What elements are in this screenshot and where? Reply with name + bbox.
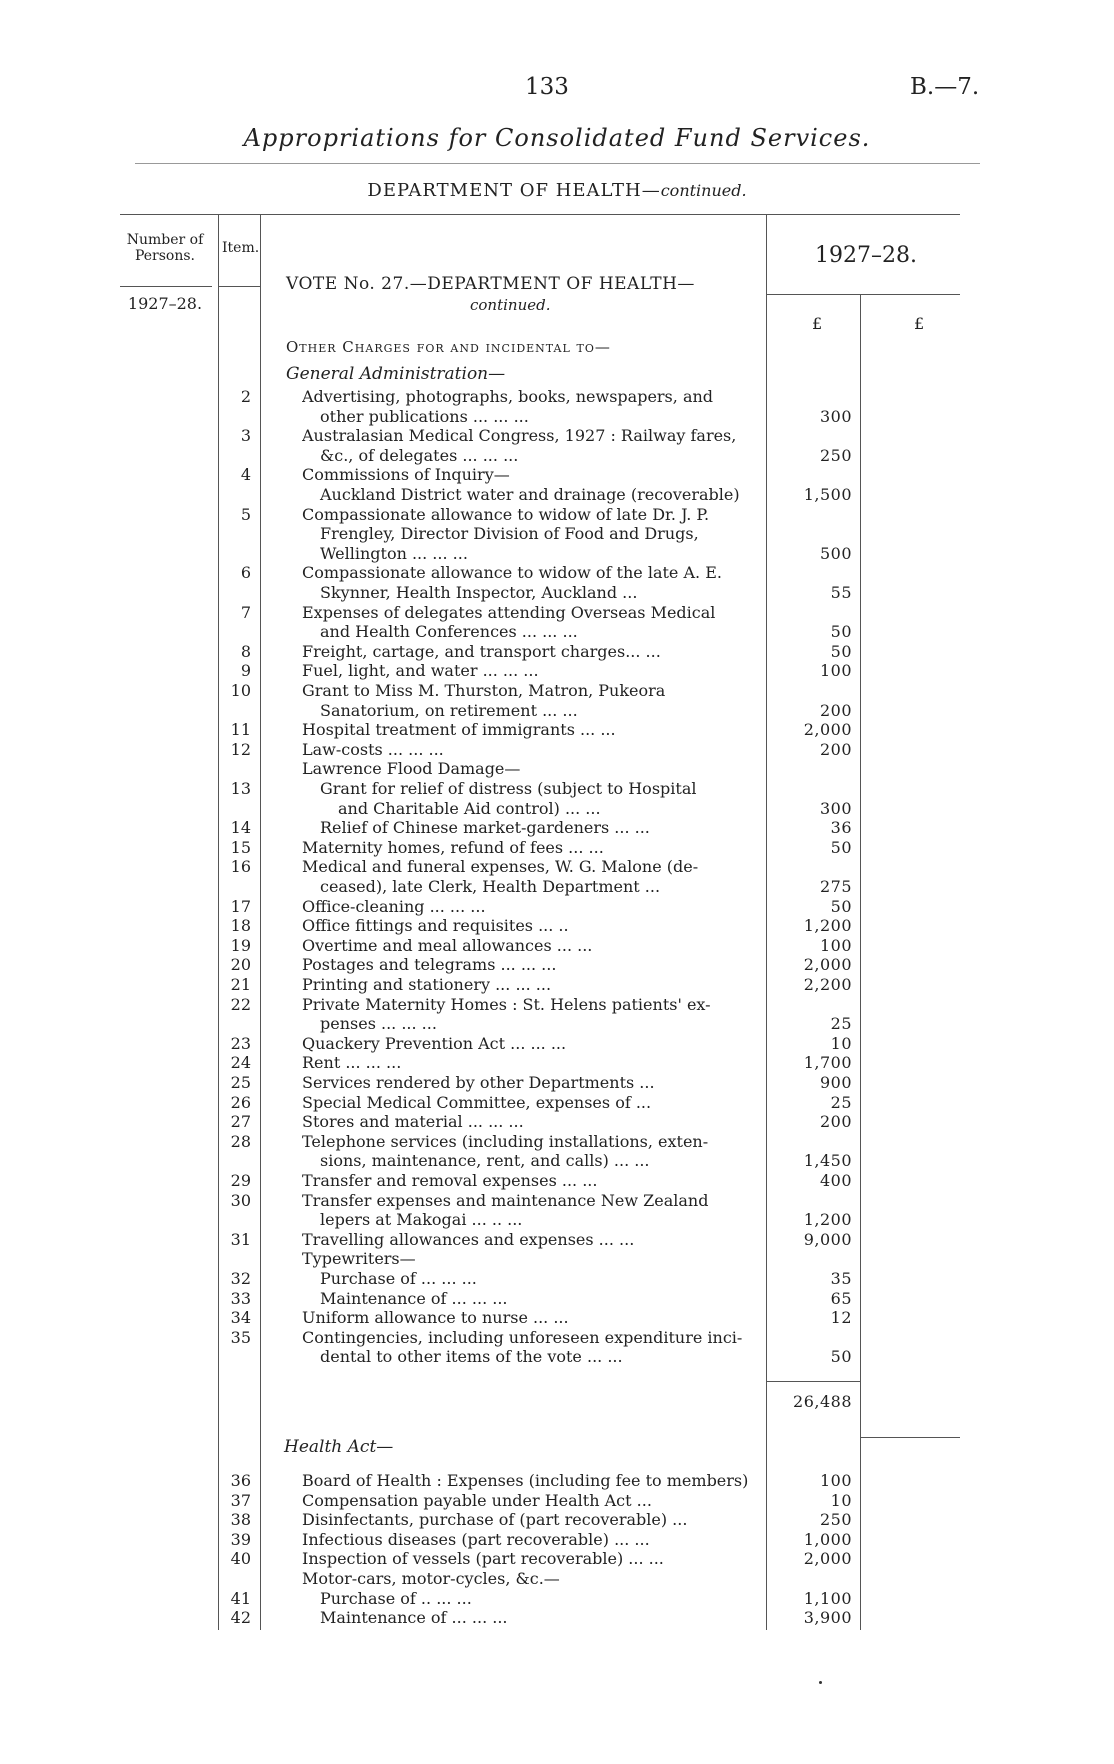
item-amount: 65 <box>830 1288 852 1308</box>
description-line: Services rendered by other Departments ... <box>302 1073 655 1092</box>
description-line: dental to other items of the vote ... ... <box>320 1347 623 1367</box>
item-amount: 35 <box>830 1269 852 1288</box>
item-description <box>302 1510 760 1530</box>
item-amount: 100 <box>819 661 852 681</box>
item-description <box>302 759 760 779</box>
description-line: Compassionate allowance to widow of late Dr. J. P. <box>302 504 710 524</box>
item-number: 3 <box>240 426 251 446</box>
currency-symbol: £ <box>914 314 925 333</box>
item-number: 7 <box>240 602 251 622</box>
item-number: 11 <box>230 720 251 740</box>
item-number: 15 <box>230 837 251 857</box>
item-description <box>320 1289 760 1309</box>
item-description <box>302 955 760 975</box>
other-charges-heading: Other Charges for and incidental to— <box>286 338 611 356</box>
item-amount: 25 <box>830 1014 852 1034</box>
description-line: Fuel, light, and water ... ... ... <box>302 661 539 681</box>
item-description <box>302 1093 760 1113</box>
description-line: ceased), late Clerk, Health Department ... <box>320 876 661 896</box>
description-line: Lawrence Flood Damage— <box>302 759 521 779</box>
item-description <box>302 426 760 465</box>
item-description <box>302 838 760 858</box>
description-line: and Charitable Aid control) ... ... <box>338 798 601 818</box>
description-line: Compassionate allowance to widow of the late A. E. <box>302 563 722 583</box>
description-line: Stores and material ... ... ... <box>302 1112 524 1132</box>
description-line: Grant for relief of distress (subject to Hospital <box>320 779 697 798</box>
item-description <box>302 1073 760 1093</box>
description-line: Maintenance of ... ... ... <box>320 1288 508 1308</box>
description-line: Commissions of Inquiry— <box>302 465 510 485</box>
item-number: 6 <box>240 563 251 583</box>
item-amount: 12 <box>830 1308 852 1328</box>
vote-title: VOTE No. 27.—DEPARTMENT OF HEALTH— <box>286 274 695 294</box>
description-line: Maternity homes, refund of fees ... ... <box>302 837 604 857</box>
item-amount: 1,200 <box>803 1210 852 1230</box>
description-line: Board of Health : Expenses (including fee to members) <box>302 1471 749 1490</box>
description-line: Telephone services (including installations, exten- <box>302 1131 709 1151</box>
description-line: Law-costs ... ... ... <box>302 739 444 759</box>
item-description <box>302 897 760 917</box>
page-code: B.—7. <box>910 74 980 100</box>
description-line: Hospital treatment of immigrants ... ... <box>302 720 616 740</box>
description-line: Private Maternity Homes : St. Helens patients' ex- <box>302 994 711 1014</box>
description-line: and Health Conferences ... ... ... <box>320 622 578 642</box>
item-description <box>302 857 760 896</box>
item-number: 9 <box>240 661 251 681</box>
description-line: Skynner, Health Inspector, Auckland ... <box>320 582 638 602</box>
description-line: Wellington ... ... ... <box>320 543 468 563</box>
item-number: 39 <box>230 1529 251 1549</box>
item-description <box>302 1171 760 1191</box>
description-line: Travelling allowances and expenses ... ... <box>302 1229 635 1249</box>
description-line: Purchase of ... ... ... <box>320 1269 477 1288</box>
item-description <box>320 1589 760 1609</box>
description-line: Australasian Medical Congress, 1927 : Railway fares, <box>302 426 737 446</box>
item-number: 34 <box>230 1308 251 1328</box>
item-description <box>302 1249 760 1269</box>
item-amount: 1,500 <box>803 484 852 504</box>
item-amount: 200 <box>819 739 852 759</box>
item-number: 29 <box>230 1171 251 1190</box>
item-amount: 50 <box>830 896 852 916</box>
item-number: 41 <box>230 1588 251 1608</box>
description-line: lepers at Makogai ... .. ... <box>320 1210 523 1230</box>
item-description <box>302 720 760 740</box>
description-line: Expenses of delegates attending Overseas Medical <box>302 602 716 622</box>
department-name: DEPARTMENT OF HEALTH— <box>367 180 661 201</box>
description-line: &c., of delegates ... ... ... <box>320 445 519 465</box>
item-description <box>302 681 760 720</box>
item-description <box>302 936 760 956</box>
item-amount: 275 <box>819 876 852 896</box>
item-number: 14 <box>230 818 251 838</box>
item-number: 21 <box>230 975 251 994</box>
item-amount: 10 <box>830 1490 852 1510</box>
description-line: Office fittings and requisites ... .. <box>302 916 569 936</box>
item-description <box>320 1608 760 1628</box>
item-amount: 2,000 <box>803 955 852 975</box>
general-administration-subtotal: 26,488 <box>793 1392 852 1411</box>
item-description <box>302 995 760 1034</box>
header-persons: Number of Persons. <box>126 232 204 264</box>
item-amount: 25 <box>830 1092 852 1112</box>
item-number: 2 <box>240 387 251 406</box>
item-number: 12 <box>230 739 251 759</box>
item-amount: 200 <box>819 1112 852 1132</box>
item-description <box>302 1530 760 1550</box>
item-number: 22 <box>230 994 251 1014</box>
item-amount: 250 <box>819 1510 852 1530</box>
item-number: 40 <box>230 1549 251 1569</box>
item-amount: 50 <box>830 641 852 661</box>
description-line: Postages and telegrams ... ... ... <box>302 955 557 975</box>
print-mark <box>819 1681 822 1684</box>
description-line: Transfer expenses and maintenance New Zealand <box>302 1190 709 1210</box>
persons-year: 1927–28. <box>127 294 203 313</box>
item-description <box>302 387 760 426</box>
item-number: 19 <box>230 935 251 955</box>
page-number: 133 <box>525 74 569 100</box>
item-description <box>302 1112 760 1132</box>
item-description <box>302 740 760 760</box>
item-amount: 1,000 <box>803 1529 852 1549</box>
item-number: 5 <box>240 504 251 524</box>
item-description <box>302 1569 760 1589</box>
item-amount: 10 <box>830 1033 852 1053</box>
item-amount: 2,000 <box>803 1549 852 1569</box>
description-line: Disinfectants, purchase of (part recoverable) ... <box>302 1510 688 1530</box>
item-description <box>302 465 760 504</box>
item-number: 20 <box>230 955 251 975</box>
item-description <box>302 603 760 642</box>
description-line: Special Medical Committee, expenses of ... <box>302 1092 652 1112</box>
item-description <box>302 505 760 564</box>
item-amount: 1,100 <box>803 1588 852 1608</box>
item-number: 8 <box>240 641 251 661</box>
currency-symbol: £ <box>812 314 823 333</box>
item-description <box>302 1053 760 1073</box>
vote-continued: continued. <box>470 296 551 314</box>
item-amount: 3,900 <box>803 1608 852 1628</box>
item-description <box>302 1491 760 1511</box>
item-amount: 36 <box>830 818 852 838</box>
item-number: 23 <box>230 1033 251 1053</box>
item-amount: 55 <box>830 582 852 602</box>
item-description <box>302 1328 760 1367</box>
item-amount: 1,200 <box>803 916 852 936</box>
item-amount: 9,000 <box>803 1229 852 1249</box>
item-description <box>320 1269 760 1289</box>
department-continued: continued. <box>660 181 747 200</box>
item-amount: 1,450 <box>803 1151 852 1171</box>
description-line: Relief of Chinese market-gardeners ... ... <box>320 818 650 838</box>
item-amount: 100 <box>819 1471 852 1490</box>
description-line: Infectious diseases (part recoverable) ... ... <box>302 1529 650 1549</box>
item-number: 25 <box>230 1073 251 1092</box>
item-description <box>302 1034 760 1054</box>
item-number: 13 <box>230 779 251 798</box>
item-number: 36 <box>230 1471 251 1490</box>
item-amount: 100 <box>819 935 852 955</box>
item-description <box>302 642 760 662</box>
item-description <box>320 779 760 818</box>
item-number: 35 <box>230 1327 251 1347</box>
header-year: 1927–28. <box>815 243 917 268</box>
item-number: 10 <box>230 681 251 700</box>
general-administration-heading: General Administration— <box>286 364 506 384</box>
description-line: Compensation payable under Health Act ... <box>302 1490 652 1510</box>
description-line: Inspection of vessels (part recoverable) ... ... <box>302 1549 664 1569</box>
description-line: Advertising, photographs, books, newspapers, and <box>302 387 714 406</box>
description-line: Maintenance of ... ... ... <box>320 1608 508 1628</box>
description-line: Auckland District water and drainage (recoverable) <box>320 484 740 504</box>
item-description <box>302 1308 760 1328</box>
description-line: other publications ... ... ... <box>320 406 529 426</box>
item-amount: 2,000 <box>803 720 852 740</box>
item-amount: 2,200 <box>803 975 852 994</box>
item-amount: 250 <box>819 445 852 465</box>
health-act-heading: Health Act— <box>284 1437 394 1457</box>
item-number: 24 <box>230 1053 251 1073</box>
item-number: 16 <box>230 857 251 877</box>
item-description <box>302 563 760 602</box>
item-number: 31 <box>230 1229 251 1249</box>
item-description <box>302 916 760 936</box>
description-line: Transfer and removal expenses ... ... <box>302 1171 598 1190</box>
header-item: Item. <box>222 240 260 256</box>
item-amount: 500 <box>819 543 852 563</box>
item-number: 26 <box>230 1092 251 1112</box>
item-description <box>302 1191 760 1230</box>
item-description <box>302 1132 760 1171</box>
item-amount: 200 <box>819 700 852 720</box>
item-description <box>320 818 760 838</box>
item-amount: 300 <box>819 798 852 818</box>
item-amount: 400 <box>819 1171 852 1190</box>
item-amount: 900 <box>819 1073 852 1092</box>
description-line: penses ... ... ... <box>320 1014 437 1034</box>
item-description <box>302 975 760 995</box>
description-line: Sanatorium, on retirement ... ... <box>320 700 578 720</box>
item-number: 30 <box>230 1190 251 1210</box>
description-line: Typewriters— <box>302 1249 416 1269</box>
item-number: 37 <box>230 1490 251 1510</box>
description-line: Rent ... ... ... <box>302 1053 402 1073</box>
item-description <box>302 1230 760 1250</box>
item-description <box>302 1471 760 1491</box>
item-number: 27 <box>230 1112 251 1132</box>
item-amount: 50 <box>830 1347 852 1367</box>
item-number: 4 <box>240 465 251 485</box>
item-number: 38 <box>230 1510 251 1530</box>
description-line: Contingencies, including unforeseen expenditure inci- <box>302 1327 743 1347</box>
description-line: Overtime and meal allowances ... ... <box>302 935 593 955</box>
item-description <box>302 1549 760 1569</box>
description-line: Quackery Prevention Act ... ... ... <box>302 1033 567 1053</box>
item-description <box>302 661 760 681</box>
description-line: Uniform allowance to nurse ... ... <box>302 1308 569 1328</box>
description-line: Printing and stationery ... ... ... <box>302 975 552 994</box>
item-amount: 50 <box>830 622 852 642</box>
description-line: Frengley, Director Division of Food and Drugs, <box>320 524 699 544</box>
page-title: Appropriations for Consolidated Fund Services. <box>243 124 871 152</box>
item-number: 28 <box>230 1131 251 1151</box>
item-number: 17 <box>230 896 251 916</box>
item-amount: 50 <box>830 837 852 857</box>
item-number: 18 <box>230 916 251 936</box>
description-line: Freight, cartage, and transport charges... ... <box>302 641 661 661</box>
item-amount: 1,700 <box>803 1053 852 1073</box>
description-line: sions, maintenance, rent, and calls) ... ... <box>320 1151 650 1171</box>
item-number: 33 <box>230 1288 251 1308</box>
description-line: Medical and funeral expenses, W. G. Malone (de- <box>302 857 699 877</box>
description-line: Office-cleaning ... ... ... <box>302 896 486 916</box>
description-line: Motor-cars, motor-cycles, &c.— <box>302 1569 560 1588</box>
item-number: 42 <box>230 1608 251 1628</box>
description-line: Grant to Miss M. Thurston, Matron, Pukeora <box>302 681 666 700</box>
item-amount: 300 <box>819 406 852 426</box>
item-number: 32 <box>230 1269 251 1288</box>
description-line: Purchase of .. ... ... <box>320 1588 472 1608</box>
